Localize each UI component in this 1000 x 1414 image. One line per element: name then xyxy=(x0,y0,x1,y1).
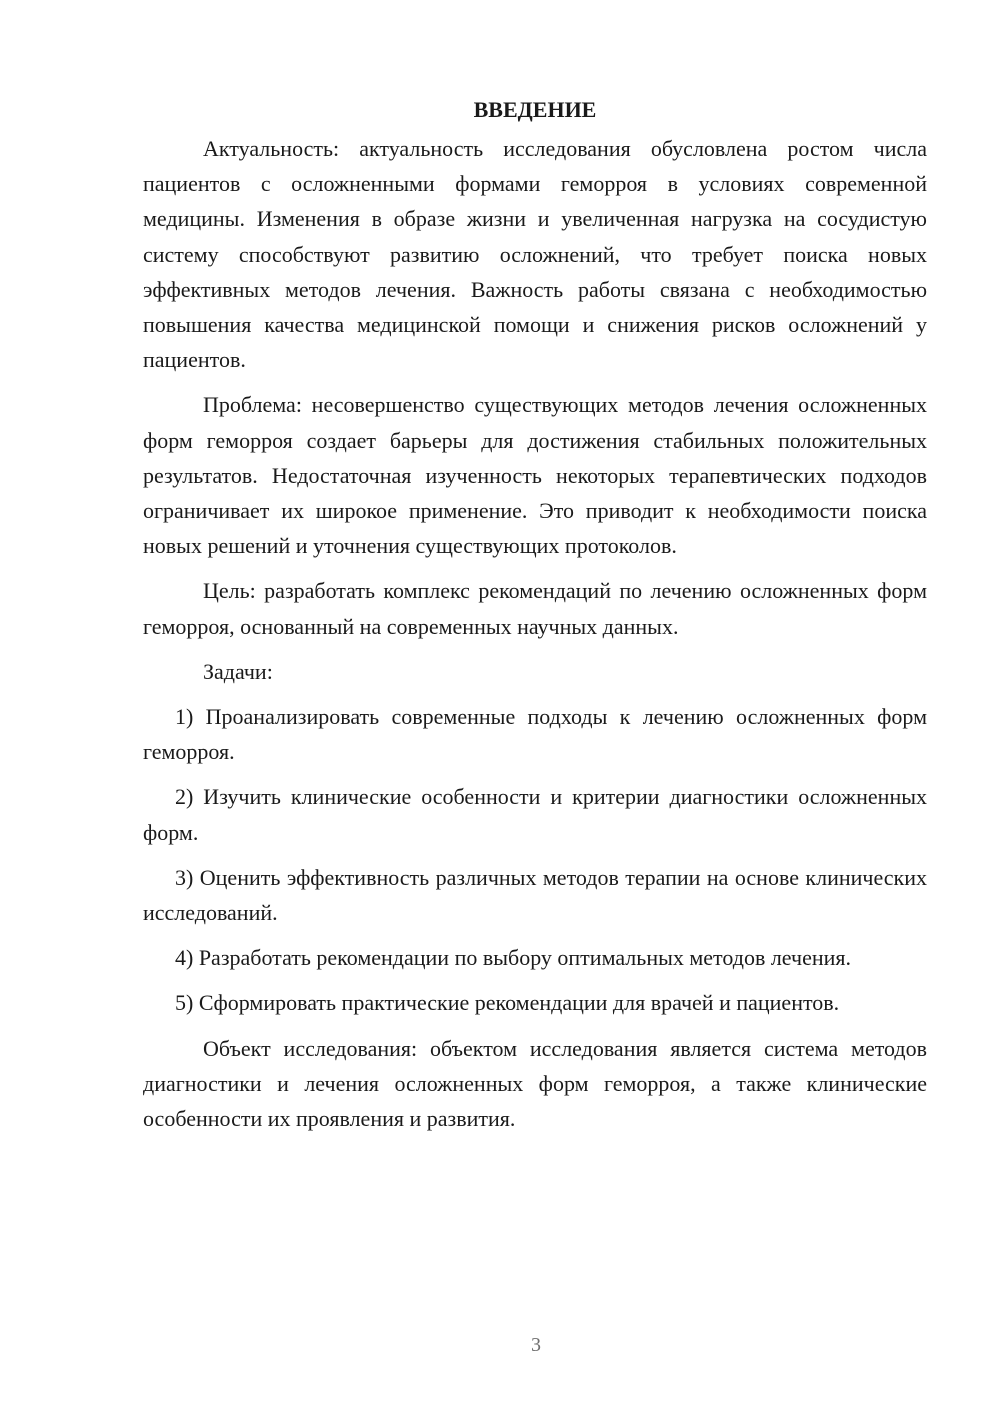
task-item: 2) Изучить клинические особенности и критерии диагностики осложненных форм. xyxy=(143,784,927,845)
object-paragraph: Объект исследования: объектом исследования является система методов диагностики и лечения осложненных форм геморроя, а также клинические особенности их проявления и развития. xyxy=(143,1035,927,1132)
problem-paragraph: Проблема: несовершенство существующих методов лечения осложненных форм геморроя создает барьеры для достижения стабильных положительных результатов. Недостаточная изученность некоторых терапевтических подходов ограничивает их широкое применение. Это приводит к необходимости поиска новых решений и уточнения существующих протоколов. xyxy=(143,392,927,559)
document-page xyxy=(143,92,927,1146)
task-item: 3) Оценить эффективность различных методов терапии на основе клинических исследований. xyxy=(143,864,927,926)
goal-paragraph: Цель: разработать комплекс рекомендаций по лечению осложненных форм геморроя, основанный на современных научных данных. xyxy=(143,578,927,639)
page-title: ВВЕДЕНИЕ xyxy=(473,97,597,122)
relevance-paragraph: Актуальность: актуальность исследования обусловлена ростом числа пациентов с осложненными формами геморроя в условиях современной медицины. Изменения в образе жизни и увеличенная нагрузка на сосудистую систему способствуют развитию осложнений, что требует поиска новых эффективных методов лечения. Важность работы связана с необходимостью повышения качества медицинской помощи и снижения рисков осложнений у пациентов. xyxy=(143,136,927,373)
tasks-heading: Задачи: xyxy=(203,658,273,684)
task-item: 1) Проанализировать современные подходы к лечению осложненных форм геморроя. xyxy=(143,704,927,765)
task-item: 4) Разработать рекомендации по выбору оптимальных методов лечения. xyxy=(175,945,852,971)
tasks-list xyxy=(143,699,927,1021)
task-item: 5) Сформировать практические рекомендации для врачей и пациентов. xyxy=(175,990,840,1016)
page-number: 3 xyxy=(531,1334,541,1356)
